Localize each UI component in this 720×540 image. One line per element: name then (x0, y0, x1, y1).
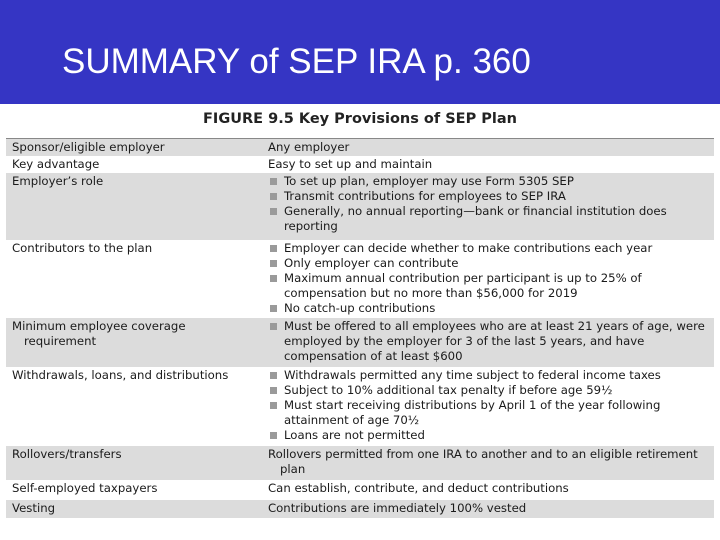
table-row (6, 173, 714, 240)
row-value (264, 240, 714, 318)
row-value: Easy to set up and maintain (264, 156, 714, 173)
row-label: Key advantage (6, 156, 264, 173)
row-value: Can establish, contribute, and deduct contributions (264, 480, 714, 500)
list-item: Loans are not permitted (268, 428, 710, 443)
table-row (6, 480, 714, 500)
list-item: Withdrawals permitted any time subject to federal income taxes (268, 368, 710, 383)
list-item: Subject to 10% additional tax penalty if before age 59½ (268, 383, 710, 398)
row-value-text: Rollovers permitted from one IRA to another and to an eligible retirement plan (268, 447, 698, 476)
list-item: To set up plan, employer may use Form 5305 SEP (268, 174, 710, 189)
table-row (6, 240, 714, 318)
row-label (6, 318, 264, 367)
bullet-list (268, 174, 710, 234)
row-value (264, 318, 714, 367)
table-row (6, 139, 714, 157)
table-row (6, 367, 714, 446)
row-value: Contributions are immediately 100% vested (264, 500, 714, 518)
row-label: Contributors to the plan (6, 240, 264, 318)
row-value (264, 446, 714, 480)
table-row (6, 446, 714, 480)
bullet-list (268, 319, 710, 364)
row-value (264, 367, 714, 446)
row-label-text: Minimum employee coverage requirement (12, 319, 186, 348)
row-label: Vesting (6, 500, 264, 518)
list-item: Transmit contributions for employees to SEP IRA (268, 189, 710, 204)
table-row (6, 500, 714, 518)
list-item: Generally, no annual reporting—bank or financial institution does reporting (268, 204, 710, 234)
list-item: Must be offered to all employees who are at least 21 years of age, were employed by the employer for 3 of the last 5 years, and have compensation of at least $600 (268, 319, 710, 364)
row-label: Withdrawals, loans, and distributions (6, 367, 264, 446)
row-label: Sponsor/eligible employer (6, 139, 264, 157)
title-banner (0, 0, 720, 104)
table-row (6, 156, 714, 173)
list-item: Must start receiving distributions by April 1 of the year following attainment of age 70½ (268, 398, 710, 428)
bullet-list (268, 368, 710, 443)
row-label: Rollovers/transfers (6, 446, 264, 480)
bullet-list (268, 241, 710, 316)
slide-title: SUMMARY of SEP IRA p. 360 (62, 42, 531, 81)
provisions-table (6, 138, 714, 518)
table-row (6, 318, 714, 367)
row-value: Any employer (264, 139, 714, 157)
row-label: Self-employed taxpayers (6, 480, 264, 500)
list-item: No catch-up contributions (268, 301, 710, 316)
row-value (264, 173, 714, 240)
figure-title: FIGURE 9.5 Key Provisions of SEP Plan (203, 111, 517, 127)
list-item: Employer can decide whether to make contributions each year (268, 241, 710, 256)
list-item: Only employer can contribute (268, 256, 710, 271)
row-label: Employer’s role (6, 173, 264, 240)
list-item: Maximum annual contribution per participant is up to 25% of compensation but no more than $56,000 for 2019 (268, 271, 710, 301)
